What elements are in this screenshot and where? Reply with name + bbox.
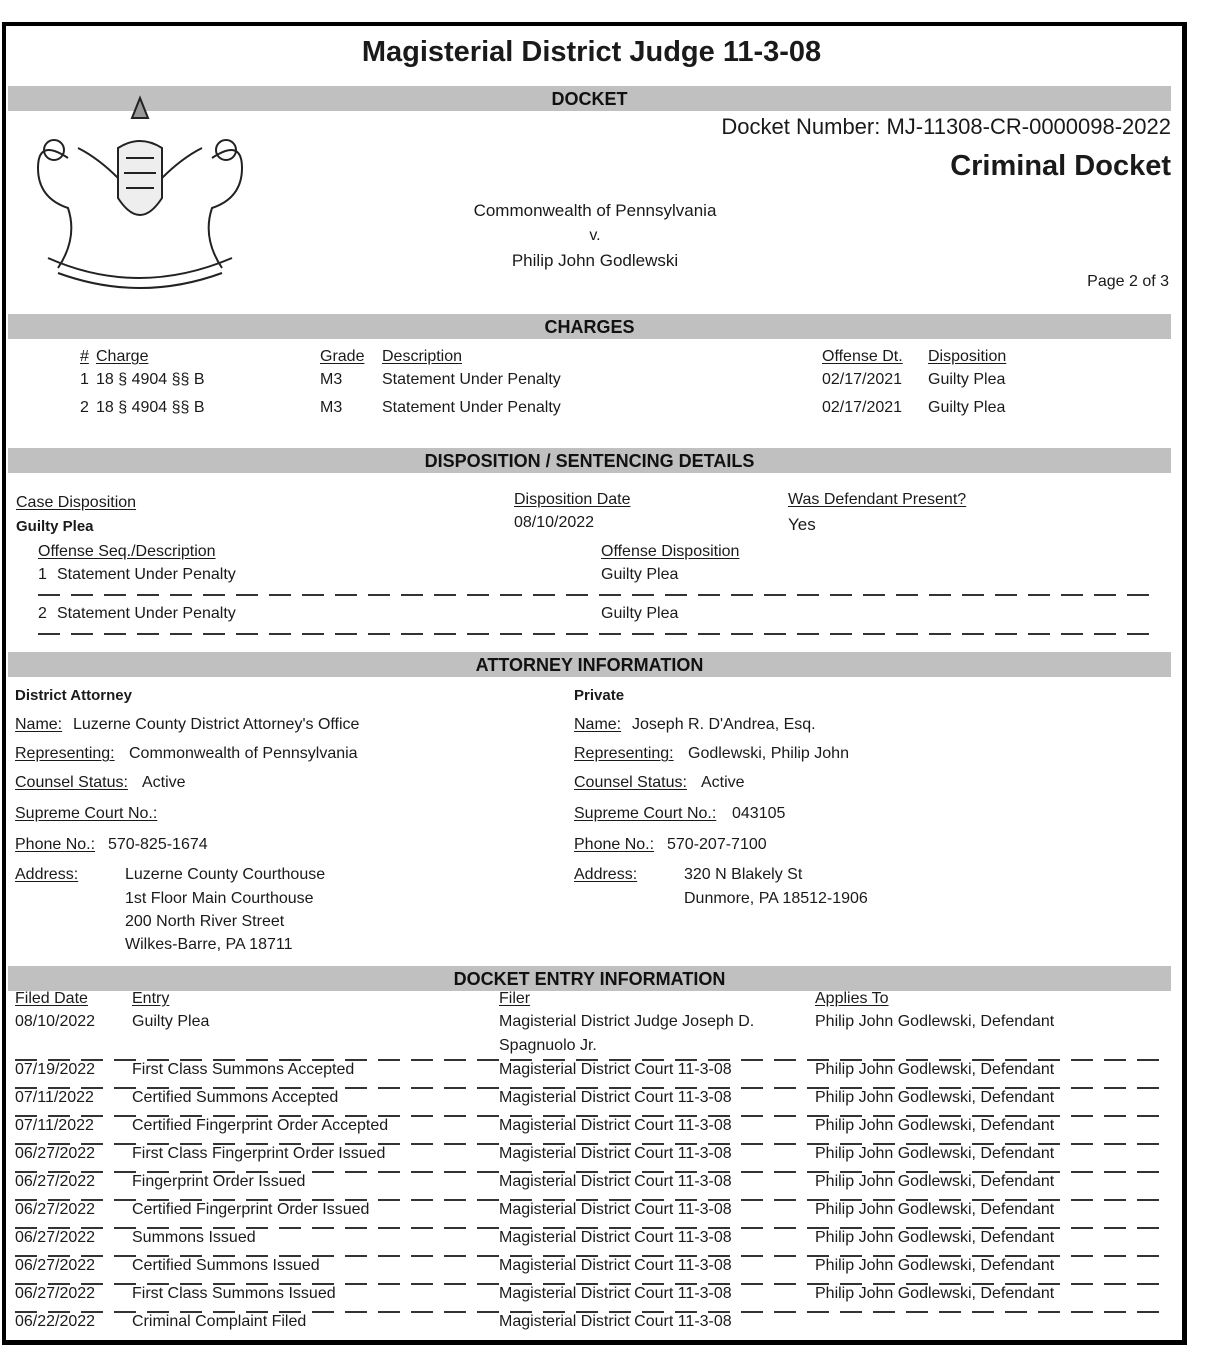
entry-entry: Certified Fingerprint Order Accepted	[132, 1117, 389, 1134]
da-address-line: Wilkes-Barre, PA 18711	[125, 936, 293, 953]
entry-filer: Magisterial District Judge Joseph D.	[499, 1013, 755, 1030]
private-name: Joseph R. D'Andrea, Esq.	[632, 716, 816, 733]
col-filer-header: Filer	[499, 990, 531, 1007]
da-phone: 570-825-1674	[108, 836, 208, 853]
da-heading: District Attorney	[15, 687, 132, 704]
section-bar-docket-entries: DOCKET ENTRY INFORMATION	[8, 966, 1171, 991]
da-status: Active	[142, 774, 186, 791]
entry-filer: Magisterial District Court 11-3-08	[499, 1313, 732, 1330]
da-name: Luzerne County District Attorney's Office	[73, 716, 360, 733]
col-offense-date-header: Offense Dt.	[822, 348, 903, 365]
da-representing: Commonwealth of Pennsylvania	[129, 745, 358, 762]
section-bar-attorney: ATTORNEY INFORMATION	[8, 652, 1171, 677]
col-grade-header: Grade	[320, 348, 365, 365]
section-bar-charges: CHARGES	[8, 314, 1171, 339]
offense-seq-label: Offense Seq./Description	[38, 543, 216, 560]
private-status-label: Counsel Status:	[574, 774, 687, 791]
entry-entry: Criminal Complaint Filed	[132, 1313, 307, 1330]
docket-number: Docket Number: MJ-11308-CR-0000098-2022	[721, 114, 1171, 139]
entry-applies-to: Philip John Godlewski, Defendant	[815, 1257, 1055, 1274]
charge-offense-date: 02/17/2021	[822, 371, 903, 388]
da-address-line: 1st Floor Main Courthouse	[125, 890, 314, 907]
entry-filed-date: 07/11/2022	[15, 1089, 94, 1106]
da-address-label: Address:	[15, 866, 79, 883]
private-supreme-court-label: Supreme Court No.:	[574, 805, 717, 822]
entry-filer: Magisterial District Court 11-3-08	[499, 1061, 732, 1078]
pennsylvania-seal-icon	[8, 88, 272, 300]
entry-filed-date: 06/27/2022	[15, 1201, 96, 1218]
section-bar-disposition: DISPOSITION / SENTENCING DETAILS	[8, 448, 1171, 473]
da-representing-label: Representing:	[15, 745, 115, 762]
row-divider	[38, 633, 1156, 635]
row-divider	[38, 594, 1156, 596]
entry-entry: Certified Fingerprint Order Issued	[132, 1201, 370, 1218]
col-description-header: Description	[382, 348, 463, 365]
da-address-line: Luzerne County Courthouse	[125, 866, 326, 883]
da-phone-label: Phone No.:	[15, 836, 96, 853]
col-applies-to-header: Applies To	[815, 990, 889, 1007]
entry-filer: Magisterial District Court 11-3-08	[499, 1117, 732, 1134]
entry-filer: Magisterial District Court 11-3-08	[499, 1201, 732, 1218]
col-num-header: #	[80, 348, 89, 365]
private-name-label: Name:	[574, 716, 622, 733]
da-name-label: Name:	[15, 716, 63, 733]
section-bar-docket: DOCKET	[8, 86, 1171, 111]
page-number: Page 2 of 3	[1087, 273, 1169, 290]
entry-filed-date: 06/22/2022	[15, 1313, 96, 1330]
offense-disposition-label: Offense Disposition	[601, 543, 740, 560]
caption-defendant: Philip John Godlewski	[511, 251, 679, 270]
entry-filer: Magisterial District Court 11-3-08	[499, 1089, 732, 1106]
entry-applies-to: Philip John Godlewski, Defendant	[815, 1201, 1055, 1218]
caption-plaintiff: Commonwealth of Pennsylvania	[473, 201, 717, 220]
charge-description: Statement Under Penalty	[382, 371, 561, 388]
entry-entry: First Class Fingerprint Order Issued	[132, 1145, 386, 1162]
entry-entry: Summons Issued	[132, 1229, 256, 1246]
entry-filer: Magisterial District Court 11-3-08	[499, 1257, 732, 1274]
col-disposition-header: Disposition	[928, 348, 1007, 365]
caption-versus: v.	[589, 227, 601, 244]
entry-filed-date: 07/19/2022	[15, 1061, 96, 1078]
entry-filed-date: 06/27/2022	[15, 1229, 96, 1246]
offense-seq: 2	[38, 605, 47, 622]
col-charge-header: Charge	[96, 348, 149, 365]
private-status: Active	[701, 774, 745, 791]
charge-disposition: Guilty Plea	[928, 399, 1006, 416]
entry-applies-to: Philip John Godlewski, Defendant	[815, 1173, 1055, 1190]
case-disposition-label: Case Disposition	[16, 494, 137, 511]
disposition-date-value: 08/10/2022	[514, 514, 595, 531]
charge-num: 1	[80, 371, 89, 388]
case-disposition-value: Guilty Plea	[16, 518, 94, 535]
offense-description: Statement Under Penalty	[57, 566, 236, 583]
da-address-line: 200 North River Street	[125, 913, 285, 930]
entry-entry: Certified Summons Issued	[132, 1257, 320, 1274]
charge-num: 2	[80, 399, 89, 416]
disposition-date-label: Disposition Date	[514, 491, 631, 508]
charge-statute: 18 § 4904 §§ B	[96, 399, 205, 416]
charge-disposition: Guilty Plea	[928, 371, 1006, 388]
da-status-label: Counsel Status:	[15, 774, 128, 791]
entry-filer: Magisterial District Court 11-3-08	[499, 1229, 732, 1246]
private-representing: Godlewski, Philip John	[688, 745, 849, 762]
private-heading: Private	[574, 687, 625, 704]
entry-applies-to: Philip John Godlewski, Defendant	[815, 1229, 1055, 1246]
entry-filer-line2: Spagnuolo Jr.	[499, 1037, 597, 1054]
page-title: Magisterial District Judge 11-3-08	[361, 36, 822, 68]
charge-offense-date: 02/17/2021	[822, 399, 903, 416]
private-representing-label: Representing:	[574, 745, 674, 762]
offense-description: Statement Under Penalty	[57, 605, 236, 622]
offense-seq: 1	[38, 566, 47, 583]
entry-entry: Certified Summons Accepted	[132, 1089, 339, 1106]
private-address-line: 320 N Blakely St	[684, 866, 803, 883]
defendant-present-value: Yes	[788, 515, 816, 534]
charge-grade: M3	[320, 371, 343, 388]
entry-applies-to: Philip John Godlewski, Defendant	[815, 1013, 1055, 1030]
entry-filed-date: 08/10/2022	[15, 1013, 96, 1030]
entry-filer: Magisterial District Court 11-3-08	[499, 1145, 732, 1162]
entry-filed-date: 06/27/2022	[15, 1173, 96, 1190]
entry-entry: First Class Summons Issued	[132, 1285, 336, 1302]
private-supreme-court: 043105	[732, 805, 786, 822]
entry-filed-date: 07/11/2022	[15, 1117, 94, 1134]
charge-statute: 18 § 4904 §§ B	[96, 371, 205, 388]
entry-applies-to: Philip John Godlewski, Defendant	[815, 1145, 1055, 1162]
charge-description: Statement Under Penalty	[382, 399, 561, 416]
offense-disposition: Guilty Plea	[601, 605, 679, 622]
offense-disposition: Guilty Plea	[601, 566, 679, 583]
docket-type: Criminal Docket	[950, 150, 1171, 182]
entry-filer: Magisterial District Court 11-3-08	[499, 1173, 732, 1190]
entry-applies-to: Philip John Godlewski, Defendant	[815, 1089, 1055, 1106]
defendant-present-label: Was Defendant Present?	[788, 491, 967, 508]
col-entry-header: Entry	[132, 990, 170, 1007]
da-supreme-court-label: Supreme Court No.:	[15, 805, 158, 822]
private-phone-label: Phone No.:	[574, 836, 655, 853]
col-filed-date-header: Filed Date	[15, 990, 88, 1007]
entry-entry: Guilty Plea	[132, 1013, 210, 1030]
private-address-label: Address:	[574, 866, 638, 883]
entry-applies-to: Philip John Godlewski, Defendant	[815, 1117, 1055, 1134]
entry-filed-date: 06/27/2022	[15, 1285, 96, 1302]
entry-filed-date: 06/27/2022	[15, 1145, 96, 1162]
entry-entry: First Class Summons Accepted	[132, 1061, 355, 1078]
entry-entry: Fingerprint Order Issued	[132, 1173, 306, 1190]
entry-applies-to: Philip John Godlewski, Defendant	[815, 1285, 1055, 1302]
entry-applies-to: Philip John Godlewski, Defendant	[815, 1061, 1055, 1078]
entry-filer: Magisterial District Court 11-3-08	[499, 1285, 732, 1302]
private-phone: 570-207-7100	[667, 836, 767, 853]
charge-grade: M3	[320, 399, 343, 416]
entry-filed-date: 06/27/2022	[15, 1257, 96, 1274]
private-address-line: Dunmore, PA 18512-1906	[684, 890, 868, 907]
